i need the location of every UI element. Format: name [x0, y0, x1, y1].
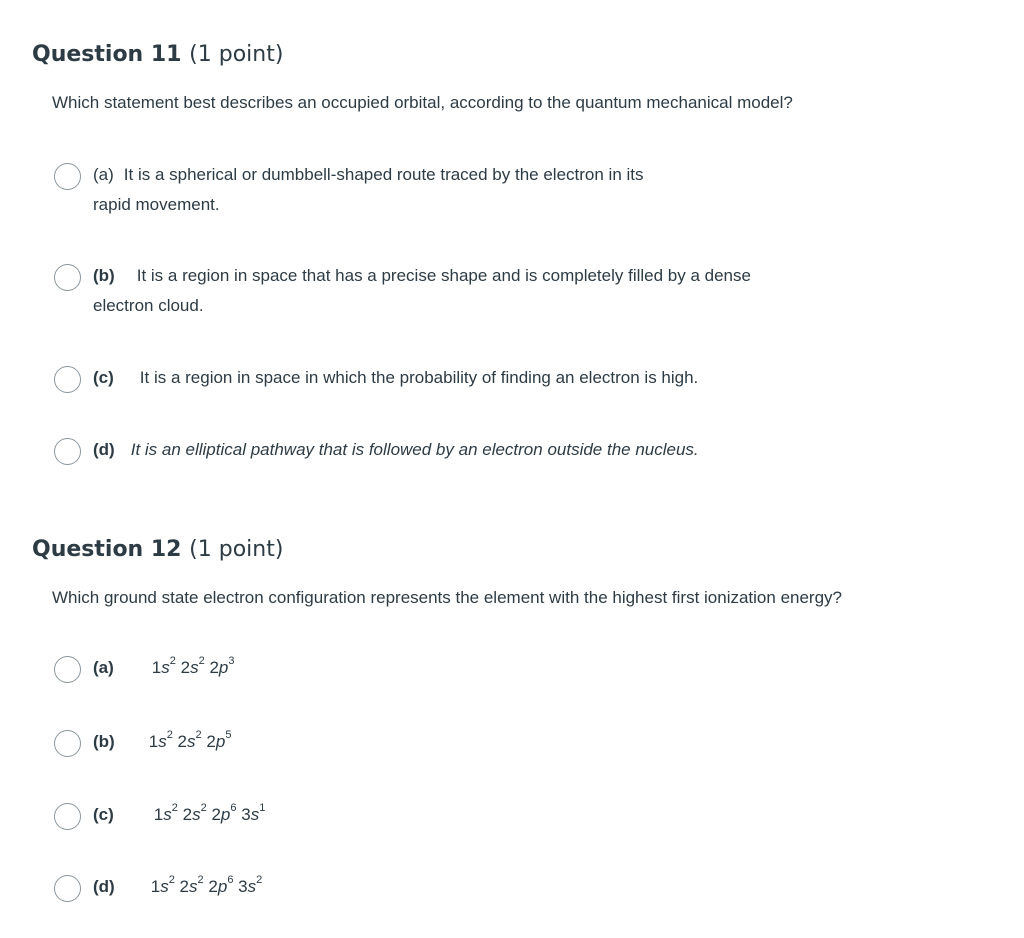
q12-choice-a-config: [151, 655, 235, 677]
q12-choice-d-label: (d): [93, 877, 115, 896]
question-11-number: Question 11: [32, 42, 182, 67]
q11-choice-b-label: (b): [93, 266, 115, 285]
q11-choice-b[interactable]: [54, 267, 751, 321]
question-11-title: [32, 42, 283, 67]
q12-choice-d-config: [150, 874, 263, 896]
config-term: $1s^2$: [150, 874, 175, 896]
q12-choice-c-body[interactable]: [93, 800, 265, 830]
q12-choice-a[interactable]: [54, 655, 235, 683]
question-12-text: Which ground state electron configuration represents the element with the highest first ionization energy?: [52, 588, 843, 607]
q11-choice-c-body[interactable]: [93, 363, 698, 393]
q12-choice-c[interactable]: [54, 802, 266, 830]
q11-choice-d-label: (d): [93, 440, 115, 459]
config-term: $2p^3$: [209, 655, 235, 677]
config-term: $2p^6$: [211, 802, 237, 824]
config-term: $2p^6$: [208, 874, 234, 896]
q11-choice-c-text: It is a region in space in which the probability of finding an electron is high.: [139, 368, 699, 387]
question-12-title: [32, 537, 283, 562]
q11-choice-c-label: (c): [93, 368, 114, 387]
q11-choice-a-text-line1: It is a spherical or dumbbell-shaped route traced by the electron in its: [123, 165, 644, 184]
q11-choice-d-radio[interactable]: [54, 438, 81, 465]
q12-choice-b-config: [148, 729, 232, 751]
config-term: $3s^1$: [241, 802, 266, 824]
config-term: $1s^2$: [153, 802, 178, 824]
config-term: $2s^2$: [182, 802, 207, 824]
q12-choice-d[interactable]: [54, 874, 263, 902]
q12-choice-c-radio[interactable]: [54, 803, 81, 830]
question-12-number: Question 12: [32, 537, 182, 562]
q12-choice-d-radio[interactable]: [54, 875, 81, 902]
q11-choice-c-radio[interactable]: [54, 366, 81, 393]
config-term: $2s^2$: [180, 655, 205, 677]
q11-choice-a-text-line2: rapid movement.: [93, 195, 220, 214]
q12-choice-a-radio[interactable]: [54, 656, 81, 683]
config-term: $2p^5$: [206, 729, 232, 751]
q11-choice-a-radio[interactable]: [54, 163, 81, 190]
config-term: $3s^2$: [238, 874, 263, 896]
q11-choice-a[interactable]: [54, 166, 644, 220]
question-12-points: (1 point): [189, 537, 284, 562]
q11-choice-b-text-line2: electron cloud.: [93, 296, 204, 315]
q12-choice-c-config: [153, 802, 266, 824]
q11-choice-d[interactable]: [54, 441, 699, 465]
config-term: $2s^2$: [179, 874, 204, 896]
q12-choice-d-body[interactable]: [93, 872, 262, 902]
q12-choice-a-label: (a): [93, 658, 114, 677]
q12-choice-b-label: (b): [93, 732, 115, 751]
config-term: $1s^2$: [151, 655, 176, 677]
q12-choice-b-radio[interactable]: [54, 730, 81, 757]
q11-choice-b-radio[interactable]: [54, 264, 81, 291]
config-term: $1s^2$: [148, 729, 173, 751]
q12-choice-c-label: (c): [93, 805, 114, 824]
q12-choice-a-body[interactable]: [93, 653, 235, 683]
question-11-points: (1 point): [189, 42, 284, 67]
question-11-text: Which statement best describes an occupied orbital, according to the quantum mechanical model?: [52, 93, 793, 112]
config-term: $2s^2$: [177, 729, 202, 751]
q12-choice-b-body[interactable]: [93, 727, 231, 757]
q11-choice-a-body[interactable]: [93, 160, 644, 220]
q12-choice-b[interactable]: [54, 729, 232, 757]
q11-choice-a-label: (a): [93, 165, 114, 184]
q11-choice-b-body[interactable]: [93, 261, 751, 321]
q11-choice-d-body[interactable]: [93, 435, 699, 465]
q11-choice-c[interactable]: [54, 369, 698, 393]
q11-choice-d-text: It is an elliptical pathway that is followed by an electron outside the nucleus.: [130, 440, 699, 459]
q11-choice-b-text-line1: It is a region in space that has a precise shape and is completely filled by a dense: [136, 266, 751, 285]
